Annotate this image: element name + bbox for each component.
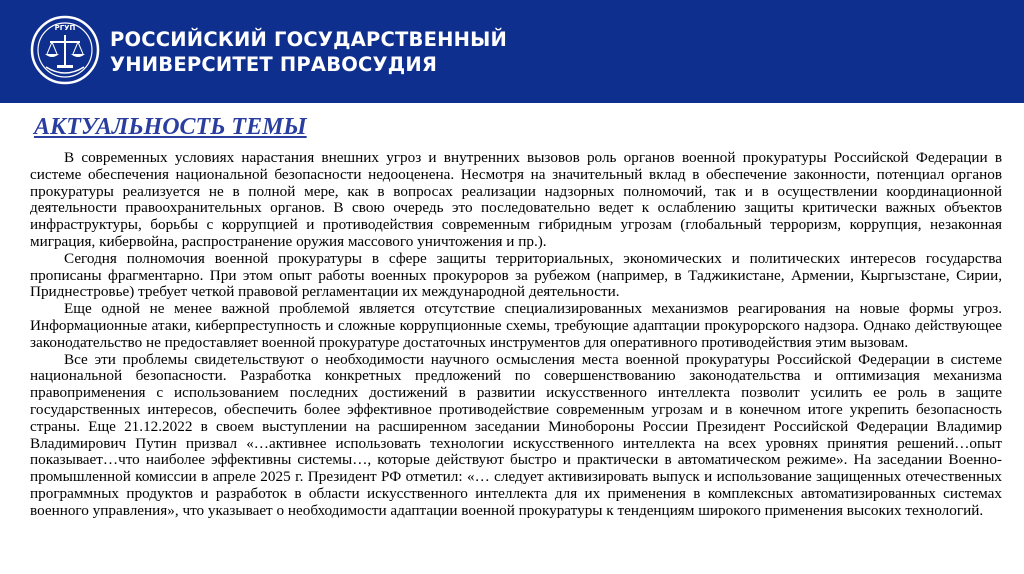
paragraph-4: Все эти проблемы свидетельствуют о необходимости научного осмысления места военной прокуратуры Российской Федерации в системе национальной безопасности. Разработка конкретных предложений по совершенствованию законодательства и оптимизация механизма правоприменения с использованием последних достижений в развитии искусственного интеллекта позволит усилить ее роль в защите государственных интересов, обеспечить более эффективное противодействие современным угрозам и в конечном итоге укрепить безопасность страны. Еще 21.12.2022 в своем выступлении на расширенном заседании Минобороны России Президент Российской Федерации Владимир Владимирович Путин призвал «…активнее использовать технологии искусственного интеллекта на всех уровнях принятия решений…опыт показывает…что наиболее эффективны системы…, которые действуют быстро и практически в автоматическом режиме». На заседании Военно-промышленной комиссии в апреле 2025 г. Президент РФ отметил: «… следует активизировать выпуск и использование защищенных отечественных программных продуктов и разработок в области искусственного интеллекта для их применения в комплексных автоматизированных системах военного управления», что указывает о необходимости адаптации военной прокуратуры к тенденциям широкого применения высоких технологий. xyxy=(30,350,1002,519)
university-emblem-icon xyxy=(30,15,100,85)
slide-body xyxy=(30,150,1002,520)
header-banner xyxy=(0,0,1024,103)
paragraph-1: В современных условиях нарастания внешних угроз и внутренних вызовов роль органов военной прокуратуры Российской Федерации в системе обеспечения национальной безопасности недооценена. Несмотря на значительный вклад в обеспечение законности, потенциал органов прокуратуры реализуется не в полной мере, как в вопросах реализации надзорных полномочий, так и в осуществлении координационной деятельности правоохранительных органов. В свою очередь это последовательно ведет к ослаблению защиты критически важных объектов инфраструктуры, борьбы с коррупцией и противодействия современным гибридным угрозам (глобальный терроризм, коррупция, незаконная миграция, кибервойна, распространение оружия массового уничтожения и пр.). xyxy=(30,149,1002,250)
university-name-line2: УНИВЕРСИТЕТ ПРАВОСУДИЯ xyxy=(110,53,438,76)
university-name xyxy=(110,27,507,77)
paragraph-2: Сегодня полномочия военной прокуратуры в сфере защиты территориальных, экономических и политических интересов государства прописаны фрагментарно. При этом опыт работы военных прокуроров за рубежом (например, в Таджикистане, Армении, Кыргызстане, Сирии, Приднестровье) требует четкой правовой регламентации их международной деятельности. xyxy=(30,249,1002,301)
paragraph-3: Еще одной не менее важной проблемой является отсутствие специализированных механизмов реагирования на новые формы угроз. Информационные атаки, киберпреступность и сложные коррупционные схемы, требующие адаптации прокурорского надзора. Однако действующее законодательство не предоставляет военной прокуратуре достаточных инструментов для оперативного противодействия этим вызовам. xyxy=(30,300,1002,351)
university-name-line1: РОССИЙСКИЙ ГОСУДАРСТВЕННЫЙ xyxy=(110,28,508,51)
logo-label: РГУП xyxy=(54,24,76,32)
slide-title: АКТУАЛЬНОСТЬ ТЕМЫ xyxy=(34,114,307,140)
